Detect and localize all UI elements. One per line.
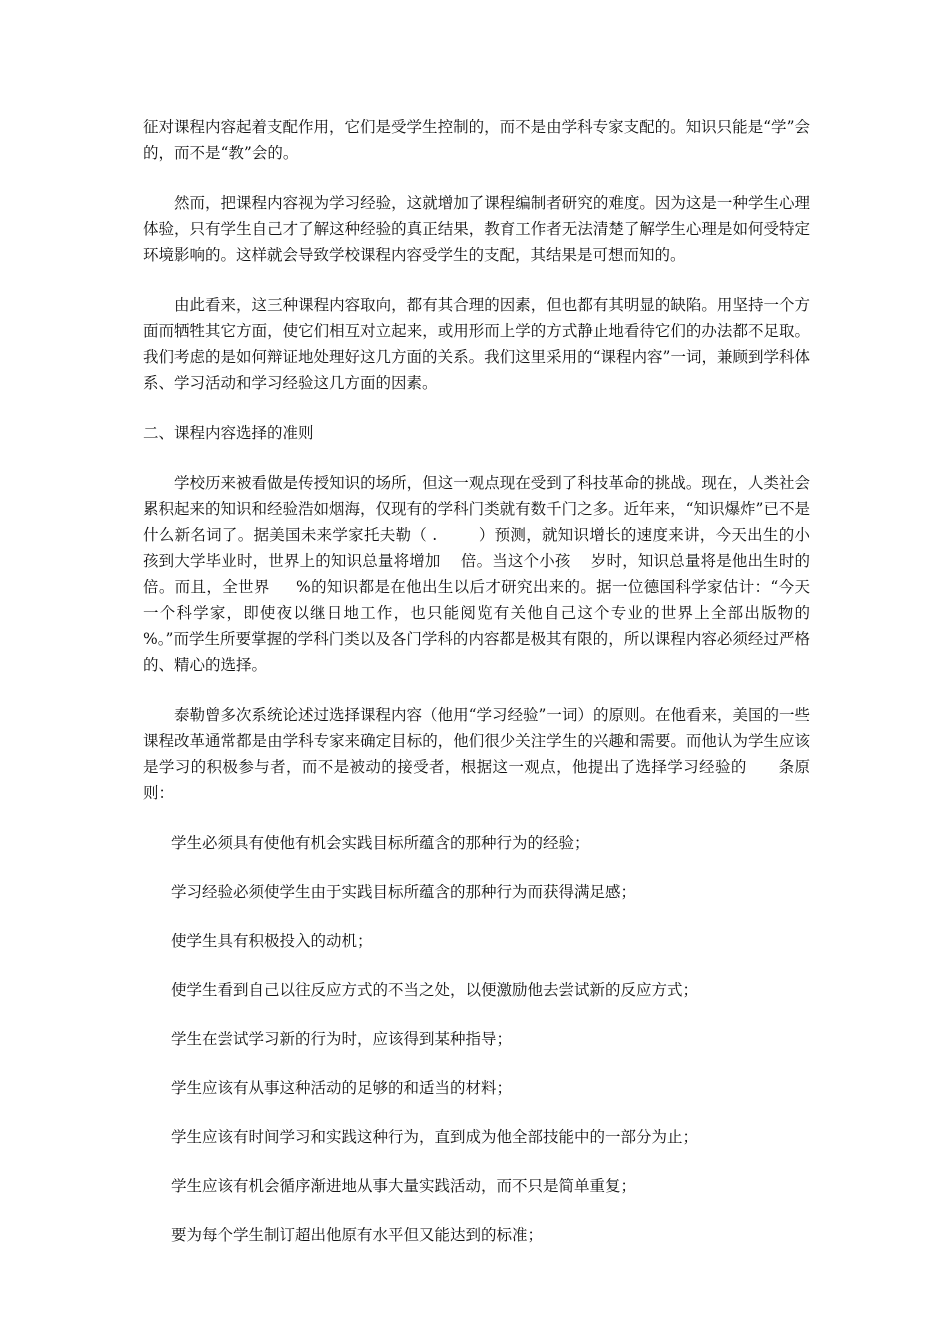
paragraph-3: 由此看来，这三种课程内容取向，都有其合理的因素，但也都有其明显的缺陷。用坚持一个方面而牺牲其它方面，使它们相互对立起来，或用形而上学的方式静止地看待它们的办法都不足取。我们考虑的是如何辩证地处理好这几方面的关系。我们这里采用的“课程内容”一词，兼顾到学科体系、学习活动和学习经验这几方面的因素。 [143, 296, 810, 392]
list-item: 学生应该有时间学习和实践这种行为，直到成为他全部技能中的一部分为止； [171, 1128, 699, 1146]
list-item: 学生在尝试学习新的行为时，应该得到某种指导； [171, 1030, 513, 1048]
list-item: 使学生具有积极投入的动机； [171, 932, 373, 950]
list-item: 使学生看到自己以往反应方式的不当之处，以便激励他去尝试新的反应方式； [171, 981, 699, 999]
document-page [143, 114, 840, 1271]
list-item: 学生应该有从事这种活动的足够的和适当的材料； [171, 1079, 513, 1097]
list-item: 学生应该有机会循序渐进地从事大量实践活动，而不只是简单重复； [171, 1177, 637, 1195]
section-heading: 二、课程内容选择的准则 [143, 424, 314, 442]
paragraph-4: 学校历来被看做是传授知识的场所，但这一观点现在受到了科技革命的挑战。现在，人类社会累积起来的知识和经验浩如烟海，仅现有的学科门类就有数千门之多。近年来，“知识爆炸”已不是什么新名词了。据美国未来学家托夫勒（ . ）预测，就知识增长的速度来讲，今天出生的小孩到大学毕业时，世界上的知识总量将增加 倍。当这个小孩 岁时，知识总量将是他出生时的 倍。而且，全世界 %的知识都是在他出生以后才研究出来的。据一位德国科学家估计：“今天一个科学家，即使夜以继日地工作，也只能阅览有关他自己这个专业的世界上全部出版物的 %。”而学生所要掌握的学科门类以及各门学科的内容都是极其有限的，所以课程内容必须经过严格的、精心的选择。 [143, 474, 840, 674]
list-item: 学生必须具有使他有机会实践目标所蕴含的那种行为的经验； [171, 834, 590, 852]
paragraph-1: 征对课程内容起着支配作用，它们是受学生控制的，而不是由学科专家支配的。知识只能是“学”会的，而不是“教”会的。 [143, 118, 810, 162]
principles-list [143, 830, 810, 1248]
paragraph-2: 然而，把课程内容视为学习经验，这就增加了课程编制者研究的难度。因为这是一种学生心理体验，只有学生自己才了解这种经验的真正结果，教育工作者无法清楚了解学生心理是如何受特定环境影响的。这样就会导致学校课程内容受学生的支配，其结果是可想而知的。 [143, 194, 810, 264]
list-item: 要为每个学生制订超出他原有水平但又能达到的标准； [171, 1226, 544, 1244]
paragraph-5: 泰勒曾多次系统论述过选择课程内容（他用“学习经验”一词）的原则。在他看来，美国的一些课程改革通常都是由学科专家来确定目标的，他们很少关注学生的兴趣和需要。而他认为学生应该是学习的积极参与者，而不是被动的接受者，根据这一观点，他提出了选择学习经验的 条原则： [143, 706, 810, 802]
list-item: 学习经验必须使学生由于实践目标所蕴含的那种行为而获得满足感； [171, 883, 637, 901]
